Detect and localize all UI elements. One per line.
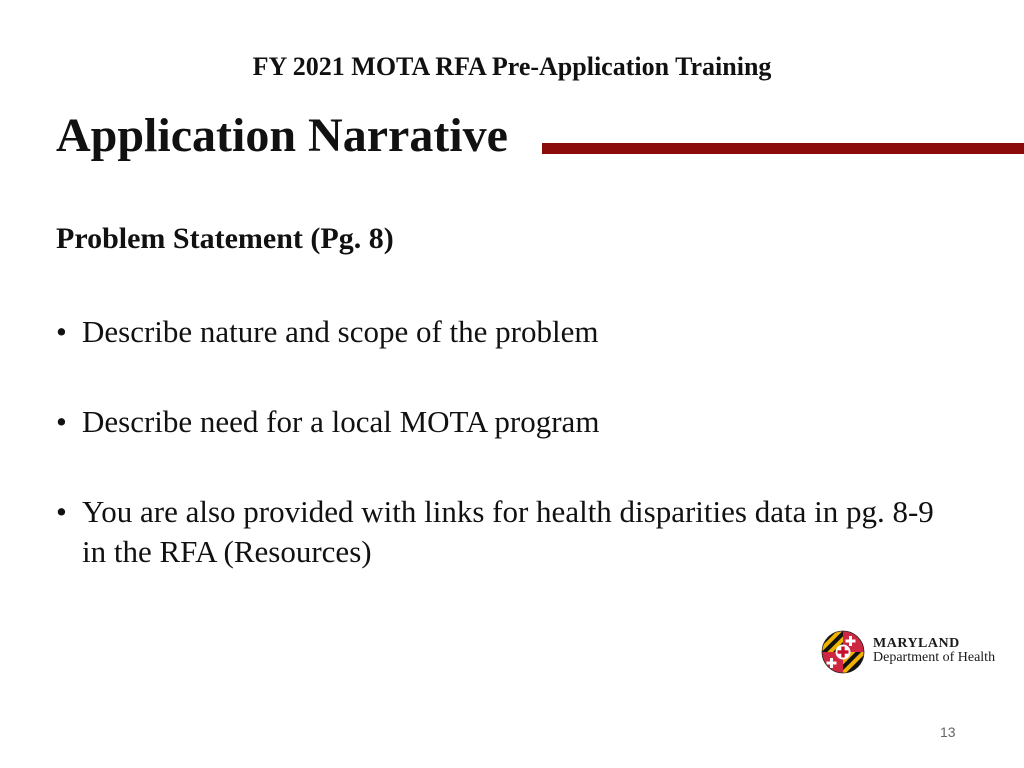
bullet-list: [56, 312, 956, 622]
section-heading: Problem Statement (Pg. 8): [56, 222, 394, 255]
bullet-dot-icon: •: [56, 314, 67, 349]
bullet-item: [56, 492, 956, 572]
bullet-text: Describe need for a local MOTA program: [82, 404, 600, 439]
logo-department-name: Department of Health: [873, 650, 996, 665]
slide-title: Application Narrative: [56, 109, 508, 162]
bullet-text: You are also provided with links for health disparities data in pg. 8-9 in the RFA (Resources): [82, 494, 934, 569]
logo-wordmark: [873, 637, 995, 665]
page-number: 13: [940, 724, 956, 740]
bullet-dot-icon: •: [56, 494, 67, 529]
bullet-text: Describe nature and scope of the problem: [82, 314, 599, 349]
logo-state-name: MARYLAND: [873, 636, 960, 651]
maryland-flag-seal-icon: [821, 630, 865, 674]
maryland-health-logo: [821, 630, 1011, 678]
training-title: FY 2021 MOTA RFA Pre-Application Training: [252, 52, 772, 81]
slide-title-row: [56, 106, 1024, 166]
bullet-item: [56, 402, 956, 442]
bullet-dot-icon: •: [56, 404, 67, 439]
title-accent-rule: [542, 143, 1024, 154]
bullet-item: [56, 312, 956, 352]
